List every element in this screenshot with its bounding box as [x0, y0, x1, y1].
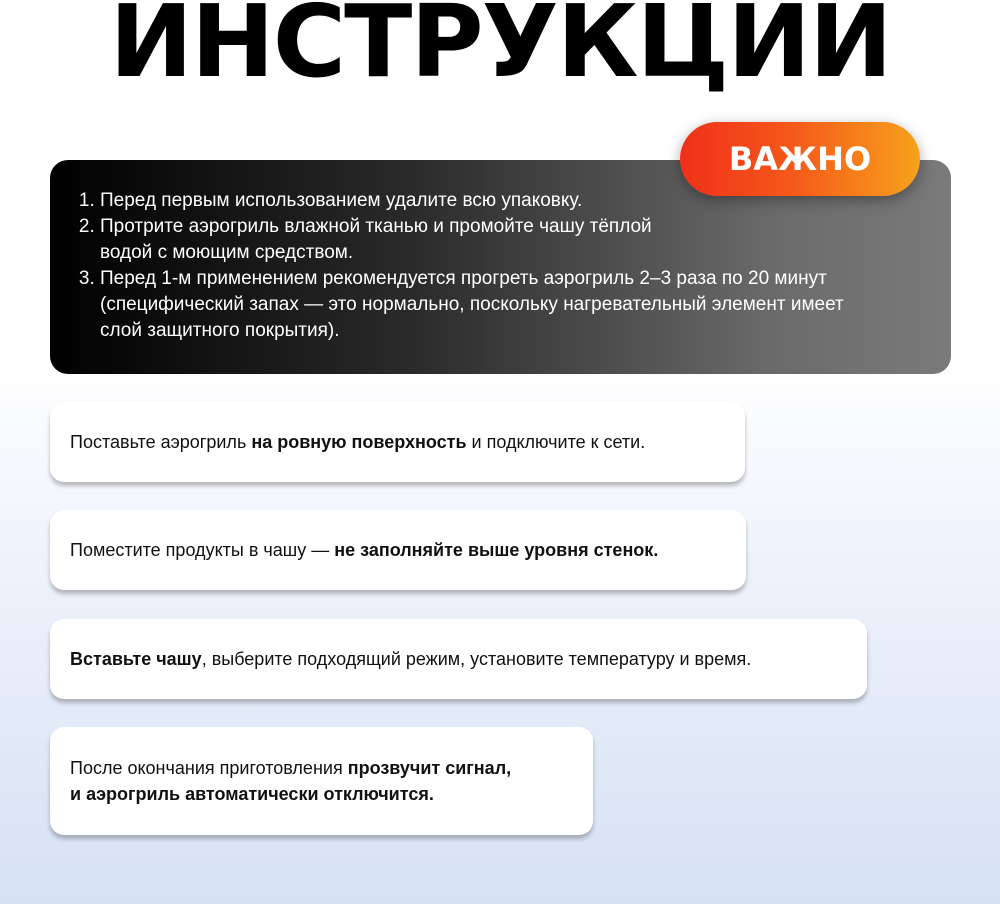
step-3-bold: Вставьте чашу [70, 649, 202, 669]
step-card-3 [50, 619, 867, 699]
important-item-2-line-2: водой с моющим средством. [100, 242, 354, 263]
step-1-bold: на ровную поверхность [251, 432, 467, 452]
step-4-bold-1: прозвучит сигнал, [347, 758, 512, 778]
step-1-text [70, 429, 645, 455]
step-2-bold: не заполняйте выше уровня стенок. [334, 540, 659, 560]
step-4-text [70, 755, 511, 807]
important-badge: ВАЖНО [680, 122, 920, 196]
step-card-4 [50, 727, 593, 835]
step-4-bold-2: и аэрогриль автоматически отключится. [70, 784, 434, 804]
important-item-3-line-2: (специфический запах — это нормально, поскольку нагревательный элемент имеет [100, 294, 844, 315]
important-item-1-line-1: 1. Перед первым использованием удалите всю упаковку. [100, 190, 583, 211]
step-3-regular-end: , выберите подходящий режим, установите температуру и время. [201, 649, 752, 669]
important-item-3 [100, 266, 960, 344]
step-4-regular-start: После окончания приготовления [70, 758, 348, 778]
important-item-3-line-3: слой защитного покрытия). [100, 320, 340, 341]
step-card-1 [50, 402, 745, 482]
important-item-2 [100, 214, 960, 266]
page-title: ИНСТРУКЦИИ [109, 0, 891, 100]
step-2-regular-start: Поместите продукты в чашу — [70, 540, 335, 560]
step-3-text [70, 646, 751, 672]
important-list [50, 188, 960, 344]
important-item-3-line-1: 3. Перед 1-м применением рекомендуется прогреть аэрогриль 2–3 раза по 20 минут [100, 268, 827, 289]
step-1-regular-end: и подключите к сети. [466, 432, 646, 452]
step-1-regular-start: Поставьте аэрогриль [70, 432, 252, 452]
important-item-2-line-1: 2. Протрите аэрогриль влажной тканью и промойте чашу тёплой [100, 216, 652, 237]
step-card-2 [50, 510, 746, 590]
step-2-text [70, 537, 658, 563]
